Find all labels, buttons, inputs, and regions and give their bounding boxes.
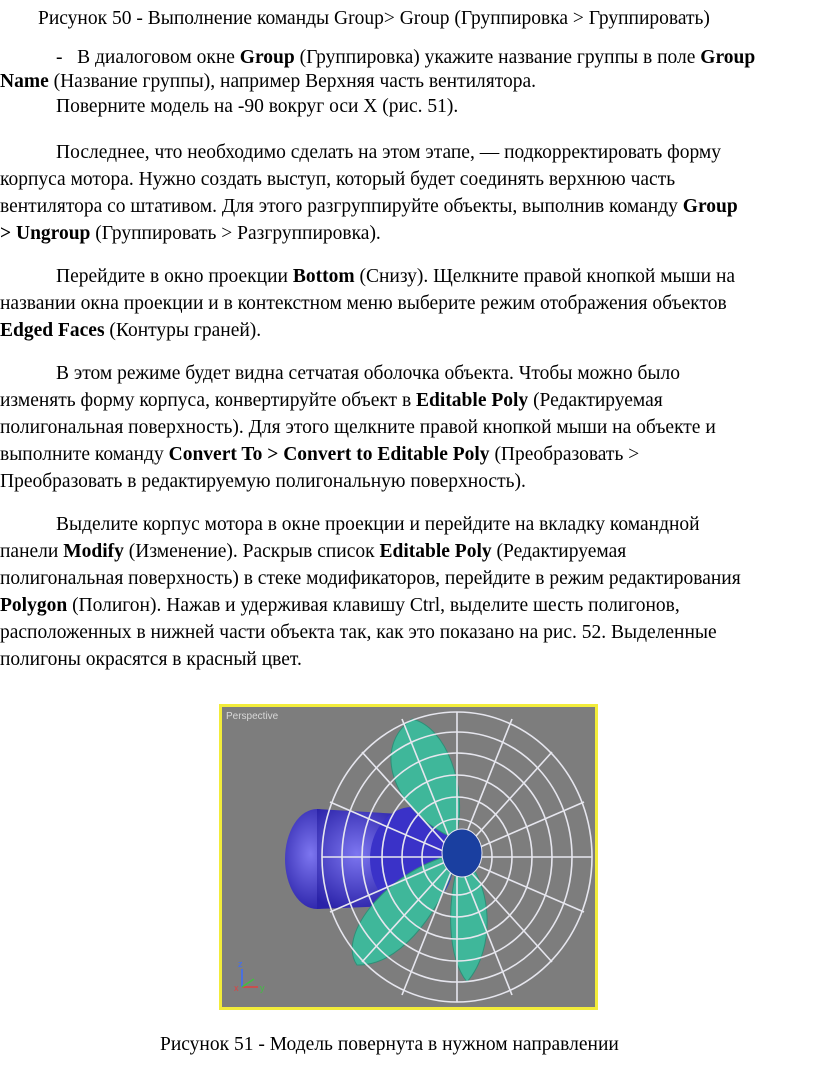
p4-line-4 <box>0 594 680 617</box>
text: (Снизу). Щелкните правой кнопкой мыши на <box>354 266 736 287</box>
bold-term: Group <box>700 47 756 68</box>
axis-z-label: z <box>238 959 243 969</box>
p1-line-4 <box>0 222 381 245</box>
p3-line-1: В этом режиме будет видна сетчатая оболочка объекта. Чтобы можно было <box>56 363 680 384</box>
figure-50-caption: Рисунок 50 - Выполнение команды Group> Group (Группировка > Группировать) <box>38 8 710 29</box>
bold-term: Name <box>0 71 49 92</box>
p3-line-5: Преобразовать в редактируемую полигональную поверхность). <box>0 471 526 492</box>
bold-term: > Ungroup <box>0 223 91 244</box>
p3-line-3: полигональная поверхность). Для этого щелкните правой кнопкой мыши на объекте и <box>0 417 716 438</box>
bold-term: Polygon <box>0 595 68 616</box>
axis-x-label: x <box>234 983 239 993</box>
figure-51-fan-viewport <box>219 704 598 1010</box>
figure-51-caption: Рисунок 51 - Модель повернута в нужном направлении <box>160 1034 619 1055</box>
p4-line-5: расположенных в нижней части объекта так, как это показано на рис. 52. Выделенные <box>0 622 717 643</box>
p1-line-1: Последнее, что необходимо сделать на этом этапе, — подкорректировать форму <box>56 142 722 163</box>
text: выполните команду <box>0 444 169 465</box>
p4-line-3: полигональная поверхность) в стеке модификаторов, перейдите в режим редактирования <box>0 568 741 589</box>
text: (Название группы), например Верхняя часть вентилятора. <box>48 71 537 92</box>
p2-line-1 <box>56 265 735 288</box>
front-hub <box>442 829 482 877</box>
text: (Полигон). Нажав и удерживая клавишу Ctrl, выделите шесть полигонов, <box>67 595 680 616</box>
bold-term: Bottom <box>292 266 355 287</box>
text: панели <box>0 541 64 562</box>
text: Перейдите в окно проекции <box>56 266 293 287</box>
bold-term: Convert To > Convert to Editable Poly <box>168 444 490 465</box>
bold-term: Modify <box>63 541 124 562</box>
text: (Изменение). Раскрыв список <box>123 541 380 562</box>
bold-term: Group <box>682 196 738 217</box>
p3-line-2 <box>0 389 663 412</box>
p1-line-3 <box>0 195 738 218</box>
step-line-1 <box>56 46 755 69</box>
text: (Группировка) укажите название группы в поле <box>294 47 701 68</box>
viewport-label: Perspective <box>226 711 279 722</box>
list-dash: - <box>56 47 63 68</box>
text: (Группировать > Разгруппировка). <box>90 223 381 244</box>
step-line-3: Поверните модель на -90 вокруг оси X (рис. 51). <box>56 96 459 117</box>
fan-model-render <box>222 707 595 1007</box>
text: (Редактируемая <box>528 390 663 411</box>
text: изменять форму корпуса, конвертируйте объект в <box>0 390 417 411</box>
p4-line-6: полигоны окрасятся в красный цвет. <box>0 649 302 670</box>
p2-line-2: названии окна проекции и в контекстном меню выберите режим отображения объектов <box>0 293 727 314</box>
bold-term: Editable Poly <box>379 541 492 562</box>
p2-line-3 <box>0 319 261 342</box>
p3-line-4 <box>0 443 639 466</box>
bold-term: Edged Faces <box>0 320 105 341</box>
axis-y-label: y <box>260 983 265 993</box>
text: (Преобразовать > <box>489 444 640 465</box>
bold-term: Group <box>239 47 295 68</box>
p4-line-2 <box>0 540 626 563</box>
text: (Контуры граней). <box>104 320 262 341</box>
text: В диалоговом окне <box>77 47 240 68</box>
text: вентилятора со штативом. Для этого разгруппируйте объекты, выполнив команду <box>0 196 683 217</box>
p1-line-2: корпуса мотора. Нужно создать выступ, который будет соединять верхнюю часть <box>0 169 676 190</box>
axis-gizmo <box>234 959 265 993</box>
p4-line-1: Выделите корпус мотора в окне проекции и перейдите на вкладку командной <box>56 514 700 535</box>
text: (Редактируемая <box>491 541 627 562</box>
step-line-2 <box>0 70 536 93</box>
bold-term: Editable Poly <box>416 390 529 411</box>
